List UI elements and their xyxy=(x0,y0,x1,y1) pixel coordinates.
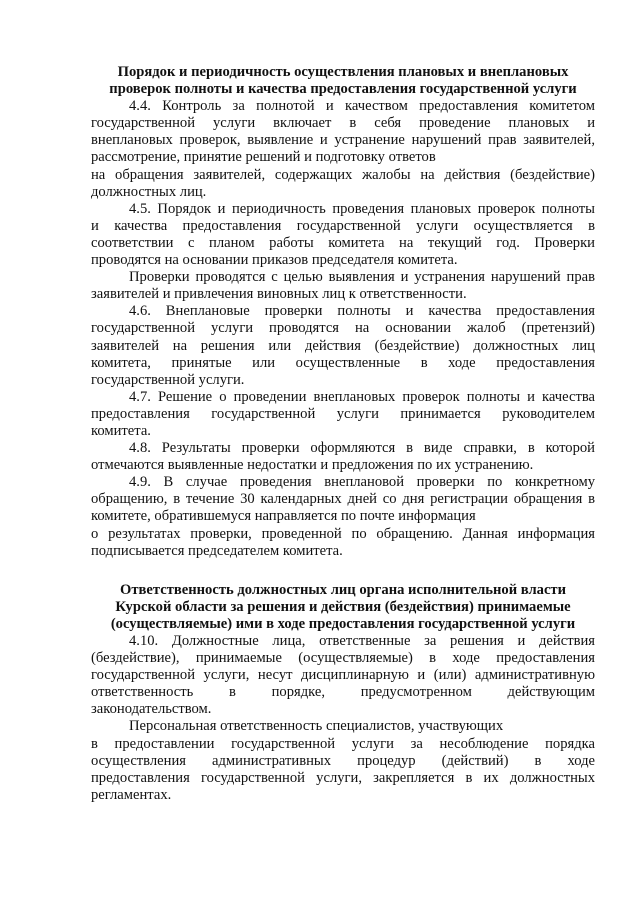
document-page xyxy=(91,64,595,804)
paragraph-line: должностных лиц. xyxy=(91,183,207,200)
paragraph-line: 4.7. Решение о проведении внеплановых проверок полноты и качества xyxy=(129,388,595,405)
paragraph-line: комитета, принятые или осуществленные в ходе предоставления xyxy=(91,354,595,371)
paragraph-line: регламентах. xyxy=(91,786,172,803)
paragraph-line: государственной услуги включает в себя проведение плановых и xyxy=(91,115,595,132)
paragraph-line: комитета. xyxy=(91,422,151,439)
paragraph-line: обращению, в течение 30 календарных дней со дня регистрации обращения в xyxy=(91,491,595,508)
paragraph-line: подписывается председателем комитета. xyxy=(91,542,343,559)
paragraph-line: 4.4. Контроль за полнотой и качеством предоставления комитетом xyxy=(129,98,595,115)
paragraph-line: законодательством. xyxy=(91,701,212,718)
paragraph-line: осуществления административных процедур (действий) в ходе xyxy=(91,752,595,769)
paragraph-line: 4.10. Должностные лица, ответственные за решения и действия xyxy=(129,633,595,649)
paragraph-line: рассмотрение, принятие решений и подготовку ответов xyxy=(91,149,436,166)
paragraph-line: проводятся на основании приказов председателя комитета. xyxy=(91,252,458,269)
paragraph-line: 4.6. Внеплановые проверки полноты и качества предоставления xyxy=(129,303,595,320)
section-heading-line: (осуществляемые) ими в ходе предоставления государственной услуги xyxy=(110,615,576,632)
section-heading-line: Ответственность должностных лиц органа исполнительной власти xyxy=(120,581,566,598)
paragraph-line: отмечаются выявленные недостатки и предложения по их устранению. xyxy=(91,457,534,474)
paragraph-line: 4.8. Результаты проверки оформляются в виде справки, в которой xyxy=(129,440,595,457)
paragraph-line: заявителей на решения или действия (бездействие) должностных лиц xyxy=(91,337,595,354)
paragraph-line: ответственность в порядке, предусмотренном действующим xyxy=(91,684,595,701)
section-heading-line: Курской области за решения и действия (бездействия) принимаемые xyxy=(115,598,571,615)
paragraph-line: в предоставлении государственной услуги за несоблюдение порядка xyxy=(91,735,595,752)
section-spacer xyxy=(91,560,595,582)
paragraph-line: предоставления государственной услуги, закрепляется в их должностных xyxy=(91,769,595,786)
paragraph-line: 4.5. Порядок и периодичность проведения плановых проверок полноты xyxy=(129,200,595,217)
paragraph-line: (бездействие), принимаемые (осуществляемые) в ходе предоставления xyxy=(91,650,595,667)
paragraph-line: 4.9. В случае проведения внеплановой проверки по конкретному xyxy=(129,474,595,491)
paragraph-line: на обращения заявителей, содержащих жалобы на действия (бездействие) xyxy=(91,166,595,183)
paragraph-line: Персональная ответственность специалистов, участвующих xyxy=(129,718,504,735)
paragraph-line: и качества предоставления государственной услуги осуществляется в xyxy=(91,217,595,234)
section-heading-line: Порядок и периодичность осуществления плановых и внеплановых xyxy=(117,64,569,80)
paragraph-line: внеплановых проверок, выявление и устранение нарушений прав заявителей, xyxy=(91,132,595,149)
paragraph-line: соответствии с планом работы комитета на текущий год. Проверки xyxy=(91,234,595,251)
paragraph-line: о результатах проверки, проведенной по обращению. Данная информация xyxy=(91,525,595,542)
section-heading-line: проверок полноты и качества предоставления государственной услуги xyxy=(109,81,577,98)
paragraph-line: Проверки проводятся с целью выявления и устранения нарушений прав xyxy=(129,269,595,286)
paragraph-line: комитете, обратившемуся направляется по почте информация xyxy=(91,508,476,525)
paragraph-line: заявителей и привлечения виновных лиц к ответственности. xyxy=(91,286,467,303)
paragraph-line: государственной услуги проводятся на основании жалоб (претензий) xyxy=(91,320,595,337)
paragraph-line: государственной услуги, несут дисциплинарную и (или) административную xyxy=(91,667,595,684)
paragraph-line: предоставления государственной услуги принимается руководителем xyxy=(91,405,595,422)
paragraph-line: государственной услуги. xyxy=(91,371,245,388)
